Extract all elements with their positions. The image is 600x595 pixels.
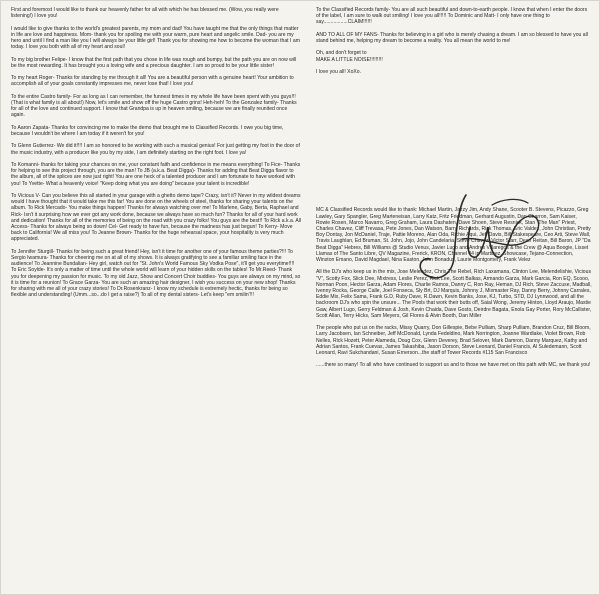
thanks-paragraph: To my heart Roger- Thanks for standing by me through it all! You are a beautiful person with a genuine heart! Your ambition to accomplish all of your goals constantly impresses me, never lose that! I love you! [11,75,294,88]
thanks-paragraph: To Komanni- thanks for taking your chances on me, your constant faith and confidence in me means everything! To Fice- Thanks for helping to see this project through, you are the man! To JB (a.k.a. Beat Digga)- Thanks for adding that Beat Digga flavor to the album, all of the splices are now just right! You are one heck of a talented producer and I am fortunate to have worked with you! To Yvette- What a heavenly voice! "Keep doing what you are doing" because your talent is incredible! [11,161,301,187]
retail-thanks: The people who put us on the racks, Missy Quarry, Don Gillespie, Bebe Pulliam, Sharp Pulliam, Brandon Cruz, Bill Bloom, Larry Jacobsen, Ian Schneiber, Jeff McDonald, Lynda Fedeldino, Mark Norrington, Joanne Wardlake, Violet Brown, Rob Nelles, Rick Hozett, Peter Alameda, Doug Cox, Glenn Deverey, Brad Selover, Mark Damron, Danny Marquez, Kathy and Adrian Santos, Frank Cuevas, James Takashiba, Jason Dorson, Steve Leonard, Daniel Francis, Al Suledemann, Scott Leonard, Ravi Sukchandani, Susan Ernerson...the staff of Tower Records #115 San Francisco [316,325,591,357]
thanks-paragraph: To Aaron Zapata- Thanks for convincing me to make the demo that brought me to Classified Records. I owe you big time, because I wouldn't be where I am today if it weren't for you! [11,124,284,137]
sign-off: I love you all! XoXo. [316,68,362,75]
thanks-paragraph: To my big brother Felipe- I know that the first path that you chose in life was rough and bumpy, but the path you are on now will be the most rewarding. It has brought you a loving wife and a precious daughter. I am so proud to be your little sister! [11,56,297,69]
thanks-paragraph: AND TO ALL OF MY FANS- Thanks for believing in a girl who is merely chasing a dream. I am so blessed to have you all stand behind me, helping my dream to become a reality. You all mean the world to me! [316,31,588,44]
label-thanks: MC & Classified Records would like to thank: Michael Martin, Jazzy Jim, Andy Shane, Scooter B. Stevens, Picazzo, Greg Lawley, Gary Spangler, Greg Marteneisan, Larry Katz, Fritz Friedman, Gerhard Augustin, Dan Charron, Sam Kaiser, Rowie Rosen, Marco Navarro, Greg Graham, Laura Dashaten, Dave Shoen, Steve Resnick, Stan "The Man" Priest, Charles Chavez, Cliff Trevasa, Pete Jones, Dan Watson, Barry Richards, Rick Thomas, Eric Valdez, John Christian, Pretty Boy Dontay, Jon McDaniel, Traje, Pattie Moreno, Alan Oda, Richie Aqui, Jeff Davis, Bill Stakespeare, Ceo Arti, Steve Wall, Travis Laughlan, Ed Bruman, St. John, Jojo, John Candelaria, Steve Chavez, Victor Starr, Dean Reitan, Bill Baron, JP "Da Beat Digga" Hebres, Bill Williams @ Studio Venus, Javier Lugo and Andres Villaregos & the Crew @ Aqua Boogie, Lisset Llamas of The Santo Libre, QV Magazine, Frerick, KRON, Channel 44 in Martinez, Showcase, Tejano-Connection, Winston Emano, David Magdael, Nina Easton, John Bonadus, Laurie Montgomery, Frank Velez [316,207,591,263]
thanks-paragraph: To the entire Castro family- For as long as I can remember, the funnest times in my whole life have been spent with you guys!!! (That is what family is all about!) Now, let's smile and show off the huge Castro grins! Heh-heh! To the Gonzalez family- Thanks for all of the love and continued support. I know that Grandpa is up in heaven smiling, because we are finally reunited once again. [11,93,297,119]
thanks-paragraph: I would like to give thanks to the world's greatest parents, my mom and dad! You have taught me that the only things that matter in life are love and happiness. Mom- thank you for spoiling me with your warm, pure heart and angelic smile. Dad- you are my hero and until I find a man like you I will always be your little girl! Thank you for showing me how to become the woman that I am today. I love you both with all of my heart and soul! [11,25,300,51]
left-column [11,7,301,305]
final-thanks: ......there so many! To all who have continued to support us and to those we have met on this path with MC, we thank you! [316,362,591,369]
thanks-paragraph: To Glenn Gutierrez- We did it!!!! I am so honored to be working with such a musical genius! For just getting my foot in the door of the music industry, with a producer like you by my side, I am definitely starting on the right foot. I love ya! [11,143,300,156]
thanks-paragraph: To Jennifer Sturgill- Thanks for being such a great friend! Hey, isn't it time for another one of your famous theme parties?!!! To Sergio Iwamura- Thanks for cheering me on at all of my shows. It is always gratifying to see a familiar smiling face in the audience! To Jeannine Bundalian- Hey girl, watch out for "St. John's World Famous Sky Vodka Pose", it'll get you everytime!!!! To Eric Soylde- It's only a matter of time until the whole world will learn of your hidden skills on the tables! To Mr.Reed- Thank you for deepening my passion for music. To my old Jazz, Show and Concert Choir buddies- You guys are always on my mind, so it is time for a reunion! To Grace Garza- You are such an amazing hair designer, I wish you success on your new shop! Thanks for sharing with me all of your crazy stories! To Dr.Rosenkranz- I know my schedule is extremely hectic, thanks for being so flexible and understanding! (Umm...so...do I get a raise?) To all of my dental sisters- Let's keep "em smilin'!!! [11,248,301,299]
thanks-paragraph: To the Classified Records family- You are all such beautiful and down-to-earth people. I know that when I enter the doors of the label, I am sure to walk out smiling! I love you all!!!!! To Dominic and Matt- I only have one thing to say.................CLAIM!!!!!! [316,7,588,26]
thanks-paragraph: First and foremost I would like to thank our heavenly father for all with which he has blessed me. (Wow, you really were listening!) I love you! [11,7,279,20]
closing-line: Oh, and don't forget to MAKE A LITTLE NOISE!!!!!!!!! [316,50,383,63]
handwritten-signature [396,187,546,287]
dj-thanks: All the DJ's who keep us in the mix, Jose Melendez, Chris The Rebel, Rich Laxamana, Clinton Lee, Melendelishie, Vicious "V", Scotty Fox, Slick Dee, Mixtress, Leslie Perez, Rick Lee, Scott Balkas, Armando Garza, Mark Garcia, Ron EQ, Scooo, Norman Poon, Hector Garza, Adam Flores, Charlie Ramos, Danny C, Ron Ray, Heman, DJ Rich, Steve Zaccuse, Madball, Ivenny Rocka, George Calle, Joel Fonseca, Sly Brt, DJ Marquis, Johnny J, Mixmaster Ray, Danny Berry, Johnny Carrales, Eddie Mix, Felix Sama, Frank G.D, Ruby Dave, R.Dawn, Kevin Banks, Jose, KJ, Turbo, STD, DJ Lynnwood, and all the backroom DJ's who spin the unsure... The Pools that work their butts off, Saial Wong, Jeremy Hinton, Lloyd Araujo, Mastie Gaw, Albert Lugo, Gerry Feldman & Josh, Kevin Chaida, Dave Gosto, Deirdre Bagata, Enola Gay Porter, Rory McCallister, Scott Allan, Terry Hicks, Sam Meyers, Gil Flores & Alvin Booth, Dan Miller [316,269,592,319]
thanks-paragraph: To Vicious V- Can you believe this all started in your garage with a ghetto demo tape? Crazy, isn't it? Never in my wildest dreams would I have thought that it would take me this far! You are done on the wheels of steel, thanks for sharing your talents on the album. To Rick Mercado- You make things happen! Thanks for always watching over me! To Marlene, Gaby, Berta, Raphael and Rick- Isn't it surprising how we ever got any work done, because we always have so much fun? Thanks for all of your hard work and dedication! Thanks for all of the memories of being on the road with you crazy folks! You guys are the best!! To Rick a.k.a. All Access- Thanks for always being so down! Cel- Get ready to have fun, because the madness has just begun! To Kerry- Move back to California! We all miss you! To Jeanne Brown- Thanks for the huge rehearsal space, your hospitality is very much appreciated. [11,192,302,243]
